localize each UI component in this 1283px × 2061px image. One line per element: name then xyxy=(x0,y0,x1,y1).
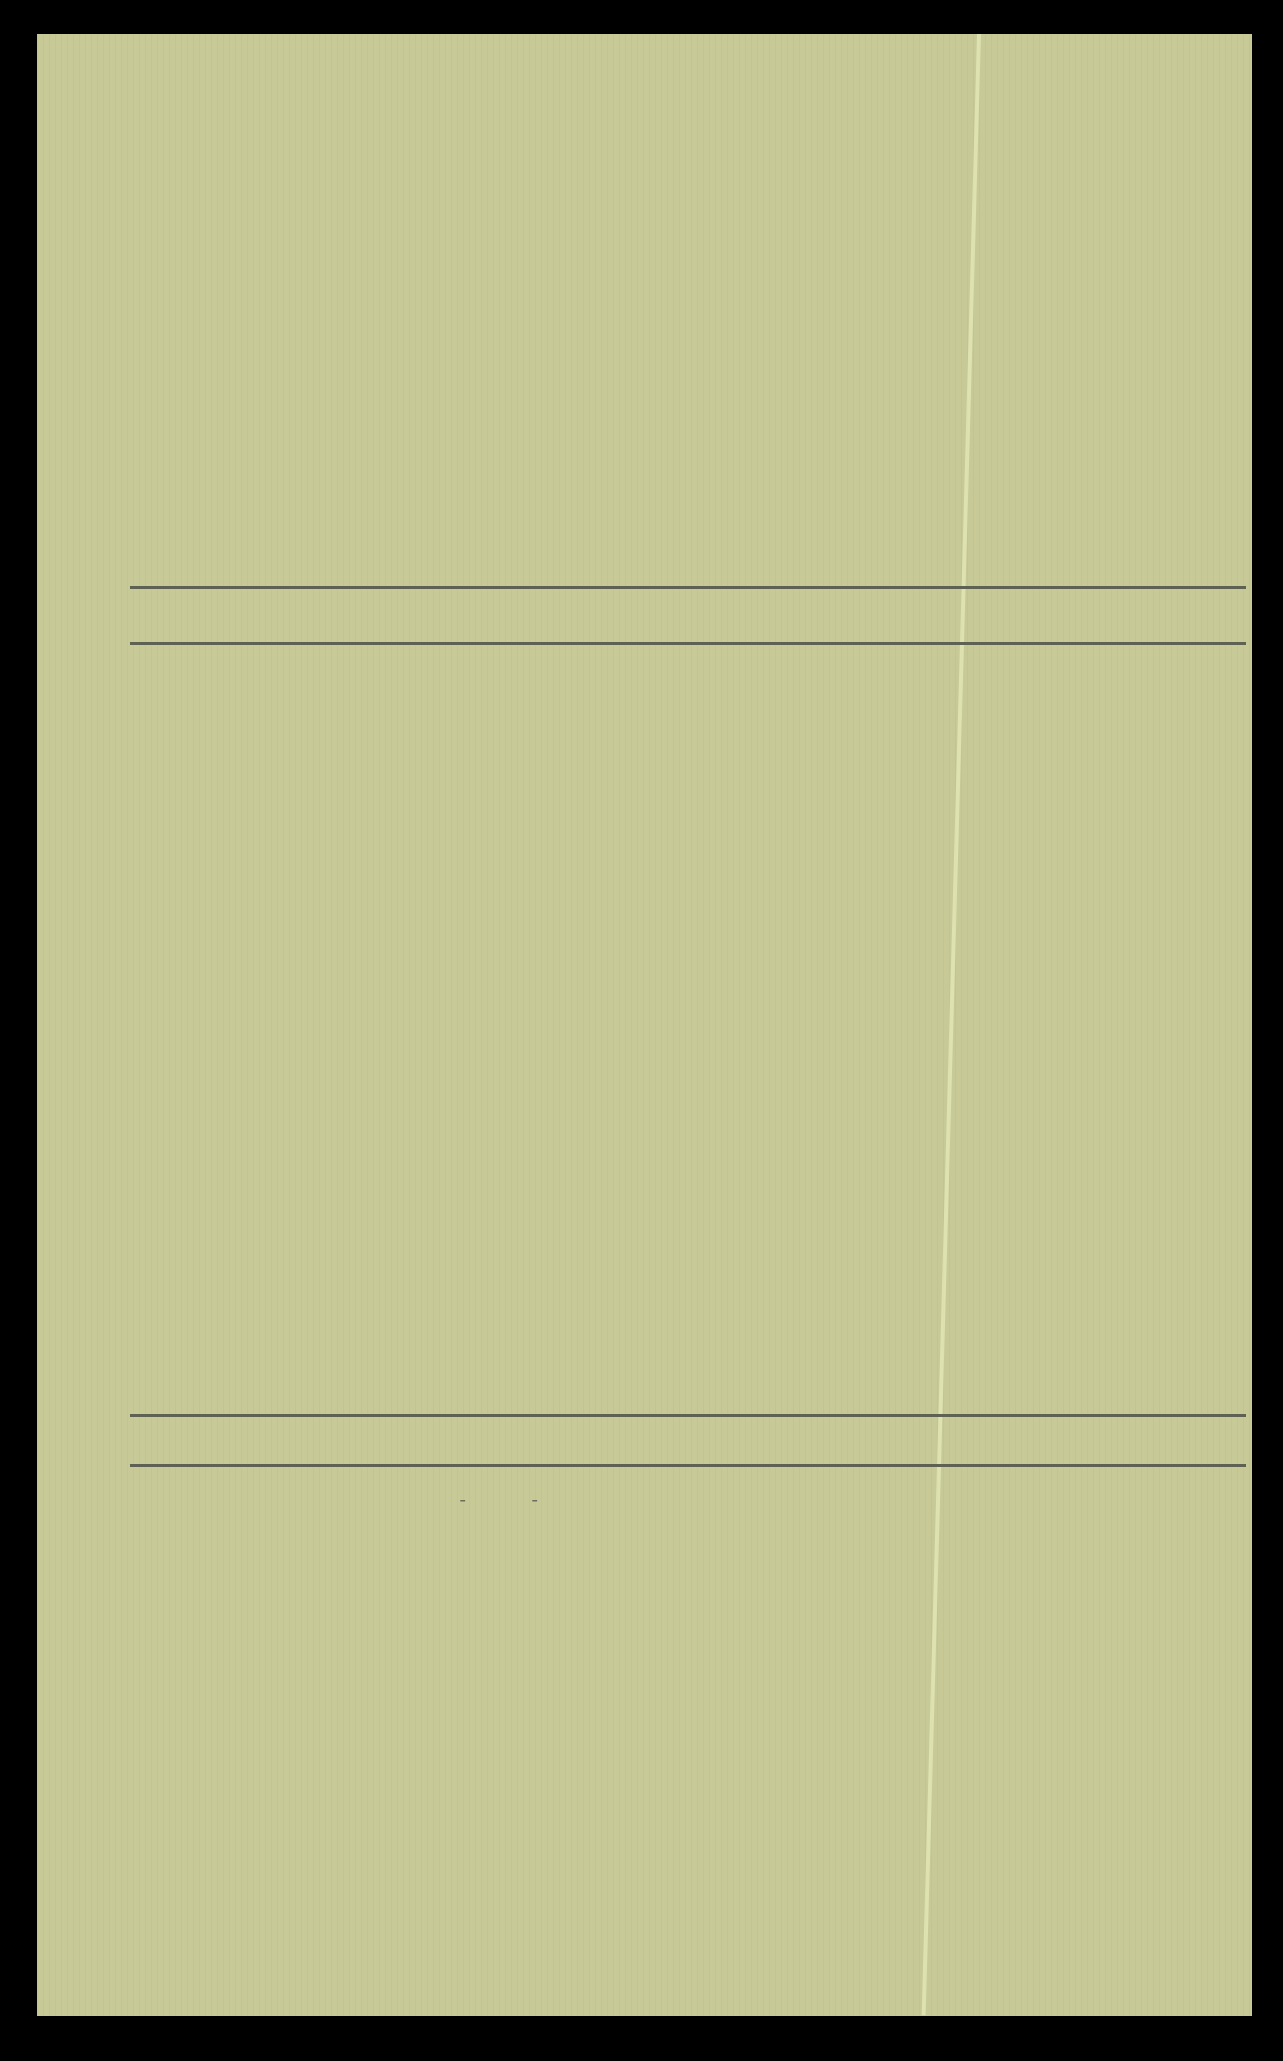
returned-dash-2: - xyxy=(529,1489,542,1511)
document-page xyxy=(37,34,1252,2016)
totals-top-rule xyxy=(130,1414,1246,1417)
totals-bottom-rule xyxy=(130,1464,1246,1467)
table-top-rule xyxy=(130,586,1246,589)
paper-fold-crease xyxy=(922,34,981,2015)
returned-dash-1: - xyxy=(457,1489,470,1511)
table-header-rule xyxy=(130,642,1246,645)
